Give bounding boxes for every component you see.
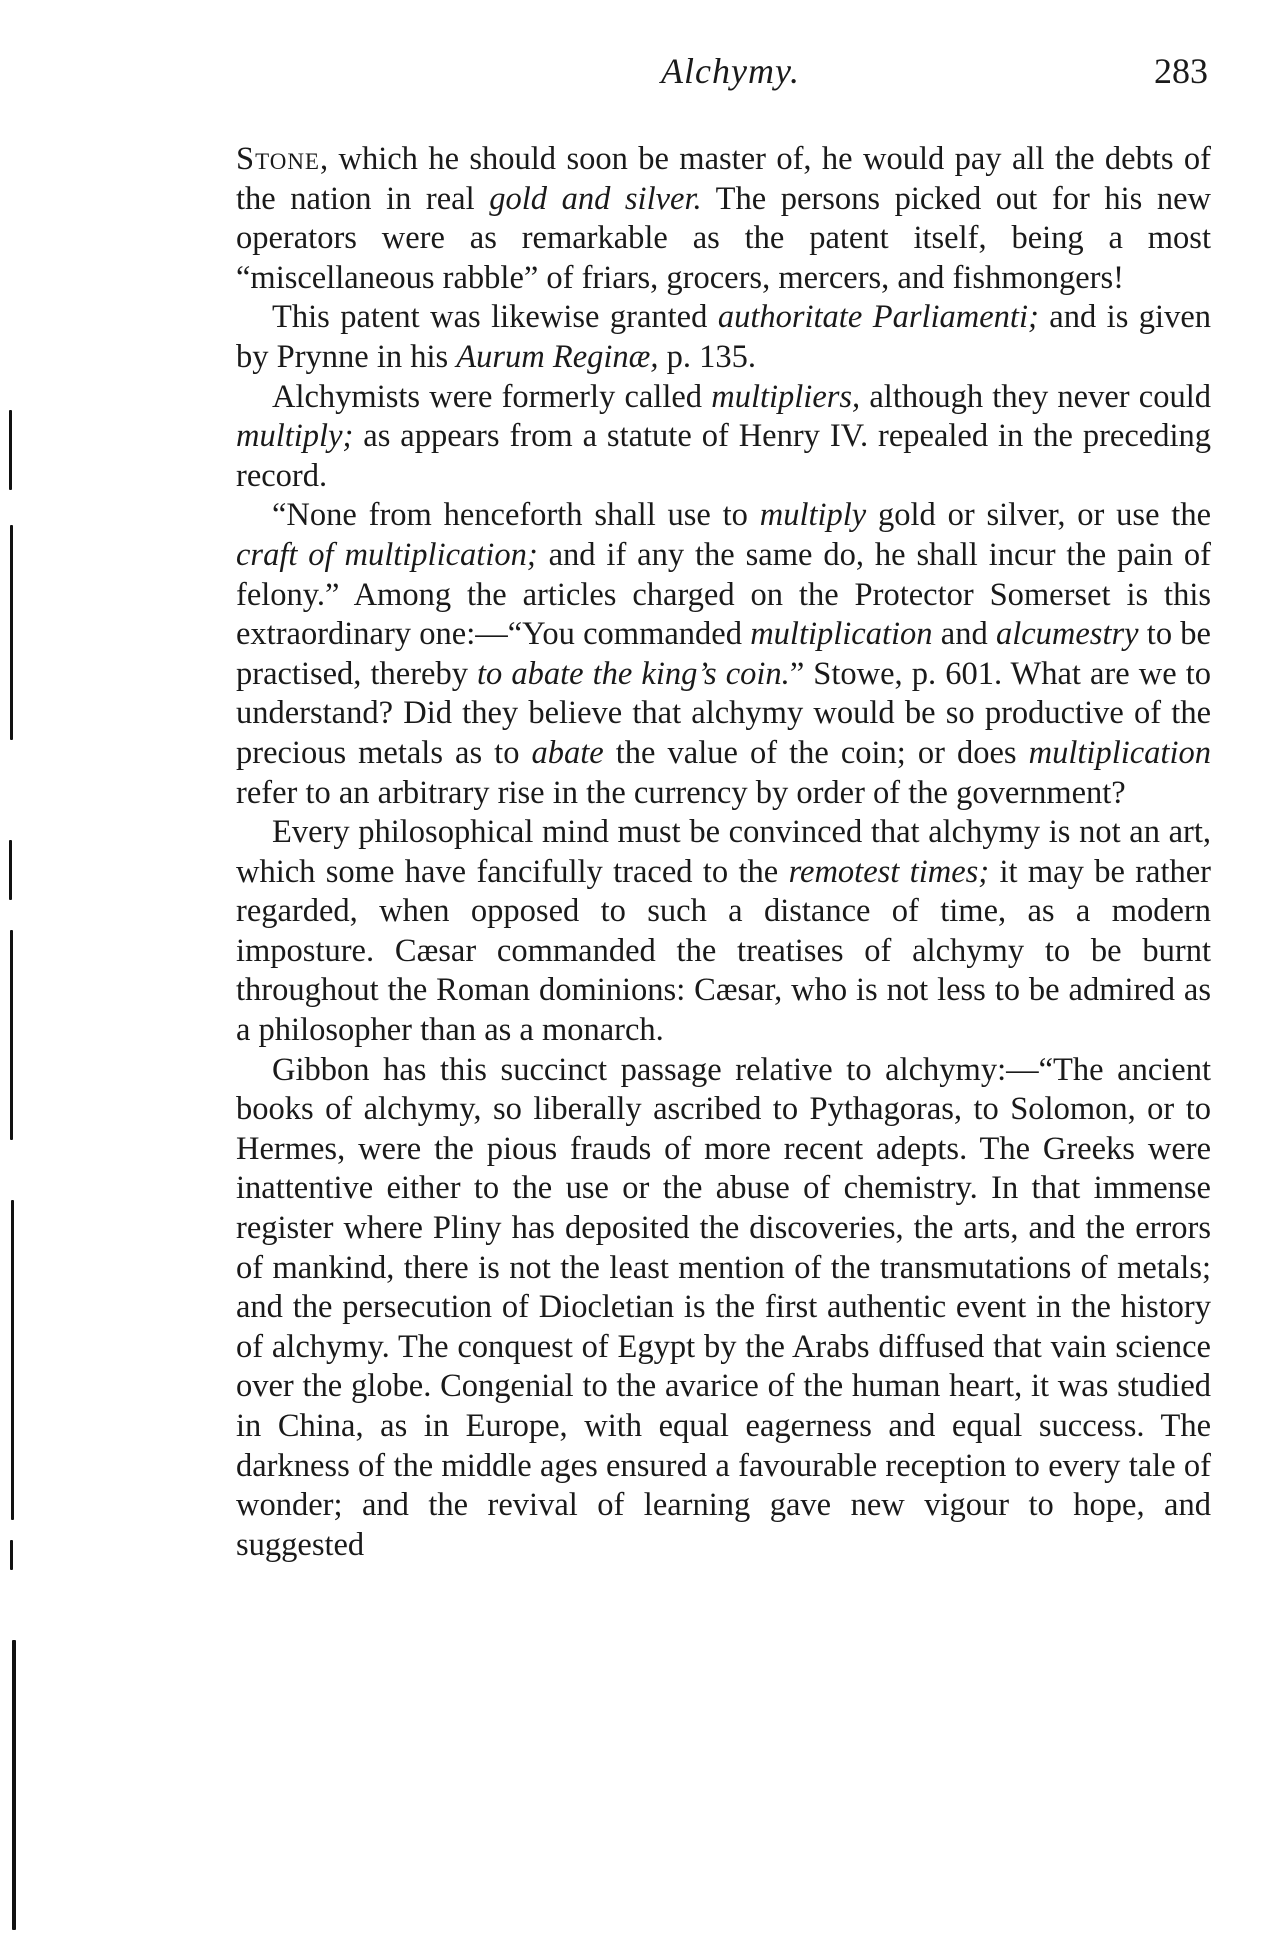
text-run: gold or silver, or use the	[866, 497, 1211, 534]
text-run: and is given by Prynne in his	[236, 299, 1212, 375]
text-run: it may be rather regarded, when opposed to such a distance of time, as a modern imposture. Cæsar commanded the treatises of alchymy to be burnt throughout the Roman dominions: Cæsar, who is not less to be admired as a philosopher than as a monarch.	[236, 853, 1212, 1049]
text-run: Alchymists were formerly called	[272, 378, 712, 415]
italic-text: multipliers,	[711, 378, 861, 415]
text-run: “None from henceforth shall use to	[272, 497, 760, 534]
italic-text: authoritate Parliamenti;	[717, 299, 1039, 336]
text-run: , which he should soon be master of, he would pay all the debts of the nation in real	[236, 141, 1211, 217]
small-caps-text: Stone	[236, 141, 320, 177]
text-run: to be practised, thereby	[236, 616, 1211, 692]
running-title: Alchymy.	[661, 51, 800, 91]
text-run: p. 135.	[658, 338, 756, 375]
italic-text: multiply;	[236, 418, 354, 455]
text-run: ” Stowe, p. 601. What are we to understand? Did they believe that alchymy would be so productive of the precious metals as to	[236, 655, 1211, 771]
italic-text: multiplication	[750, 616, 933, 653]
text-run: Every philosophical mind must be convinced that alchymy is not an art, which some have fancifully traced to the	[236, 814, 1211, 890]
page-number: 283	[1154, 51, 1208, 91]
paragraph	[236, 298, 1211, 377]
text-run: The persons picked out for his new operators were as remarkable as the patent itself, being a most “miscellaneous rabble” of friars, grocers, mercers, and fishmongers!	[236, 180, 1211, 296]
text-run: as appears from a statute of Henry IV. repealed in the preceding record.	[236, 418, 1211, 494]
paragraph	[236, 378, 1211, 497]
text-run: and if any the same do, he shall incur the pain of felony.” Among the articles charged on the Protector Somerset is this extraordinary one:—“You commanded	[236, 536, 1211, 653]
italic-text: multiply	[759, 497, 867, 534]
text-run: and	[932, 616, 996, 653]
italic-text: abate	[531, 734, 604, 771]
paragraph	[236, 496, 1211, 813]
italic-text: remotest times;	[788, 853, 990, 890]
text-run: the value of the coin; or does	[603, 734, 1029, 771]
italic-text: gold and silver.	[489, 180, 702, 217]
text-run: although they never could	[860, 378, 1211, 415]
italic-text: alcumestry	[995, 616, 1139, 653]
italic-text: multiplication	[1028, 734, 1211, 771]
body-text	[236, 140, 1211, 1565]
paragraph	[236, 1051, 1211, 1566]
italic-text: craft of multiplication;	[236, 536, 538, 573]
italic-text: to abate the king’s coin.	[477, 655, 790, 692]
paragraph	[236, 140, 1211, 298]
text-run: This patent was likewise granted	[272, 299, 718, 336]
text-run: refer to an arbitrary rise in the currency by order of the government?	[236, 774, 1126, 811]
page-header	[236, 50, 1236, 110]
paragraph	[236, 813, 1211, 1051]
binding-shadow	[0, 0, 20, 1938]
italic-text: Aurum Reginæ,	[456, 338, 659, 375]
text-run: Gibbon has this succinct passage relative to alchymy:—“The ancient books of alchymy, so liberally ascribed to Pythagoras, to Solomon, or to Hermes, were the pious frauds of more recent adepts. The Greeks were inattentive either to the use or the abuse of chemistry. In that immense register where Pliny has deposited the discoveries, the arts, and the errors of mankind, there is not the least mention of the transmutations of metals; and the persecution of Diocletian is the first authentic event in the history of alchymy. The conquest of Egypt by the Arabs diffused that vain science over the globe. Congenial to the avarice of the human heart, it was studied in China, as in Europe, with equal eagerness and equal success. The darkness of the middle ages ensured a favourable reception to every tale of wonder; and the revival of learning gave new vigour to hope, and suggested	[236, 1051, 1211, 1563]
